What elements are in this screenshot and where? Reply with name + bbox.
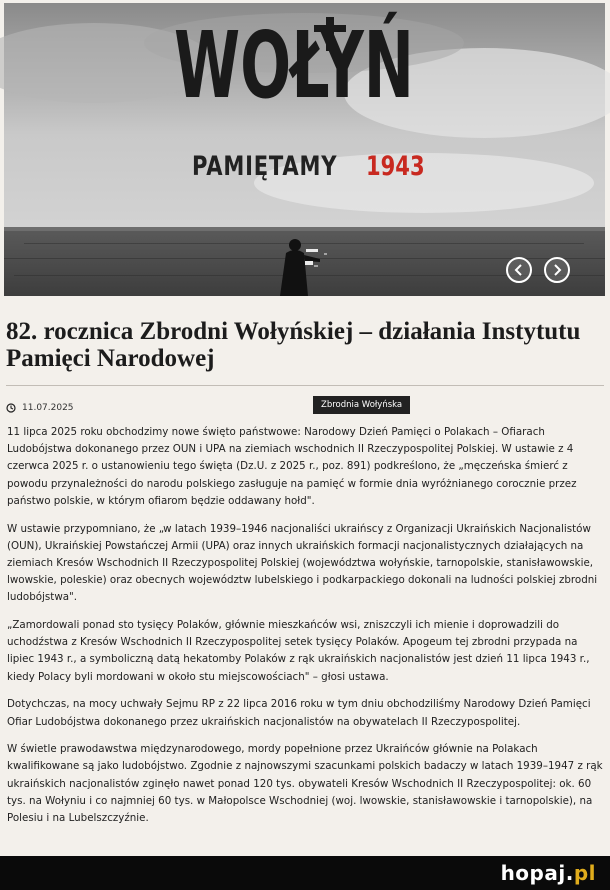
footer-bar (0, 856, 610, 890)
article-paragraph: „Zamordowali ponad sto tysięcy Polaków, głównie mieszkańców wsi, zniszczyli ich mienie i doprowadzili do uchodźstwa z Kresów Wschodnich II Rzeczypospolitej setek tysięcy Polaków. Apogeum tej zbrodni przypada na lipiec 1943 r., a symboliczną datą hekatomby Polaków z rąk ukraińskich nacjonalistów jest dzień 11 lipca 1943 r., kiedy Polacy byli mordowani w około stu miejscowościach" – głosi ustawa. (7, 619, 590, 683)
brand-logo[interactable] (501, 861, 596, 885)
brand-name: hopaj (500, 861, 566, 885)
hero-year: 1943 (366, 151, 425, 182)
article-paragraph: 11 lipca 2025 roku obchodzimy nowe święto państwowe: Narodowy Dzień Pamięci o Polakach – Ofiarach Ludobójstwa dokonanego przez OUN i UPA na ziemiach wschodnich II Rzeczypospolitej Polskiej. W ustawie z 4 czerwca 2025 r. o ustanowieniu tego święta (Dz.U. z 2025 r., poz. 891) podkreślono, że „męczeńska śmierć z powodu przynależności do narodu polskiego zasługuje na pamięć w formie dnia wyróżnianego corocznie przez państwo polskie, w którym ofiarom będzie oddawany hołd". (7, 426, 577, 507)
brand-tld: pl (573, 861, 596, 885)
brand-dot: . (565, 861, 574, 885)
article-date-text: 11.07.2025 (22, 403, 74, 413)
hero-logo-title (174, 9, 543, 129)
article-paragraph: Dotychczas, na mocy uchwały Sejmu RP z 22 lipca 2016 roku w tym dniu obchodziliśmy Narodowy Dzień Pamięci Ofiar Ludobójstwa dokonanego przez ukraińskich nacjonalistów na obywatelach II Rzeczypospolitej. (7, 698, 591, 728)
article-body (7, 424, 607, 838)
title-divider (6, 385, 604, 386)
chevron-right-icon (551, 264, 563, 276)
category-tag[interactable]: Zbrodnia Wołyńska (313, 396, 410, 414)
article-paragraph: W ustawie przypomniano, że „w latach 1939–1946 nacjonaliści ukraińscy z Organizacji Ukraińskich Nacjonalistów (OUN), Ukraińskiej Powstańczej Armii (UPA) oraz innych ukraińskich formacji nacjonalistycznych działających na ziemiach Kresów Wschodnich II Rzeczypospolitej Polskiej (województwa wołyńskie, tarnopolskie, stanisławowskie, lwowskie, poleskie) oraz obecnych województw lubelskiego i podkarpackiego dokonali na ludności polskiej zbrodni ludobójstwa". (7, 522, 598, 604)
hero-banner (4, 3, 605, 296)
hero-subtitle: PAMIĘTAMY (192, 151, 338, 182)
clock-icon (6, 403, 16, 413)
slider-prev-button[interactable] (506, 257, 532, 283)
article-paragraph: W świetle prawodawstwa międzynarodowego, mordy popełnione przez Ukraińców głównie na Polakach kwalifikowane są jako ludobójstwo. Zgodnie z najnowszymi szacunkami polskich badaczy w latach 1939–1947 z rąk ukraińskich nacjonalistów zginęło nawet ponad 120 tys. obywateli Kresów Wschodnich II Rzeczypospolitej: ok. 60 tys. na Wołyniu i co najmniej 60 tys. w Małopolsce Wschodniej (woj. lwowskie, stanisławowskie i tarnopolskie), na Polesiu i na Lubelszczyźnie. (7, 743, 603, 825)
hero-title-text: WOŁYŃ (174, 12, 543, 119)
article-date (6, 400, 74, 416)
slider-next-button[interactable] (544, 257, 570, 283)
article-title: 82. rocznica Zbrodni Wołyńskiej – działania Instytutu Pamięci Narodowej (6, 318, 581, 372)
chevron-left-icon (513, 264, 525, 276)
